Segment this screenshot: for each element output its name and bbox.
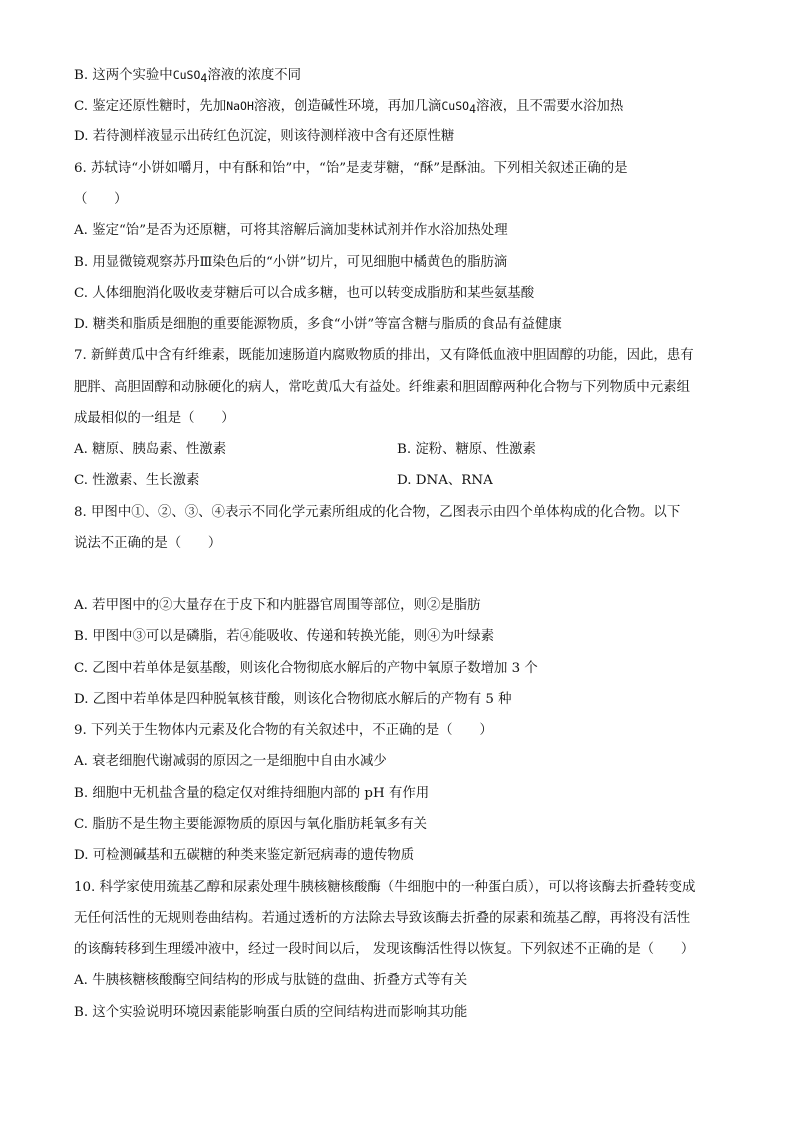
q10-stem-line3: 的该酶转移到生理缓冲液中，经过一段时间以后， 发现该酶活性得以恢复。下列叙述不正确的是（ ） xyxy=(74,942,695,957)
q10-stem-line1: 10. 科学家使用巯基乙醇和尿素处理牛胰核糖核酸酶（牛细胞中的一种蛋白质），可以将该酶去折叠转变成 xyxy=(74,880,696,895)
q6-option-a: A. 鉴定“饴”是否为还原糖，可将其溶解后滴加斐林试剂并作水浴加热处理 xyxy=(74,223,508,238)
q5-option-b xyxy=(74,66,722,85)
q5-option-c-naoh: NaOH xyxy=(226,99,254,113)
q5-option-b-subscript: 4 xyxy=(200,71,208,85)
q8-stem-line2: 说法不正确的是（ ） xyxy=(74,536,222,551)
q9-option-c: C. 脂肪不是生物主要能源物质的原因与氧化脂肪耗氧多有关 xyxy=(74,817,428,832)
q9-option-d: D. 可检测碱基和五碳糖的种类来鉴定新冠病毒的遗传物质 xyxy=(74,848,415,863)
q8-option-d: D. 乙图中若单体是四种脱氧核苷酸，则该化合物彻底水解后的产物有 5 种 xyxy=(74,692,512,707)
q9-option-a: A. 衰老细胞代谢减弱的原因之一是细胞中自由水减少 xyxy=(74,754,387,769)
q8-stem-line1: 8. 甲图中①、②、③、④表示不同化学元素所组成的化合物，乙图表示由四个单体构成的化合物。以下 xyxy=(74,505,681,520)
q8-option-b: B. 甲图中③可以是磷脂，若④能吸收、传递和转换光能，则④为叶绿素 xyxy=(74,629,495,644)
q6-option-d: D. 糖类和脂质是细胞的重要能源物质，多食“小饼”等富含糖与脂质的食品有益健康 xyxy=(74,317,562,332)
q10-option-b: B. 这个实验说明环境因素能影响蛋白质的空间结构进而影响其功能 xyxy=(74,1005,468,1020)
q5-option-c-text-a: C. 鉴定还原性糖时，先加 xyxy=(74,99,227,114)
q5-option-b-text: B. 这两个实验中 xyxy=(74,68,173,83)
q5-option-c-subscript: 4 xyxy=(469,102,476,116)
q10-option-a: A. 牛胰核糖核酸酶空间结构的形成与肽链的盘曲、折叠方式等有关 xyxy=(74,973,468,988)
q5-option-c-text-c: 溶液，且不需要水浴加热 xyxy=(476,99,624,114)
q6-stem-line1: 6. 苏轼诗“小饼如嚼月，中有酥和饴”中，“饴”是麦芽糖，“酥”是酥油。下列相关叙述正确的是 xyxy=(74,161,628,176)
q7-stem-line2: 肥胖、高胆固醇和动脉硬化的病人，常吃黄瓜大有益处。纤维素和胆固醇两种化合物与下列物质中元素组 xyxy=(74,380,690,395)
q7-option-d: D. DNA、RNA xyxy=(397,473,493,488)
q9-stem: 9. 下列关于生物体内元素及化合物的有关叙述中，不正确的是（ ） xyxy=(74,723,493,738)
q7-option-c: C. 性激素、生长激素 xyxy=(74,473,200,488)
q5-option-c-text-b: 溶液，创造碱性环境，再加几滴 xyxy=(253,99,442,114)
q5-option-c xyxy=(74,97,722,116)
q8-option-c: C. 乙图中若单体是氨基酸，则该化合物彻底水解后的产物中氧原子数增加 3 个 xyxy=(74,661,538,676)
q6-stem-line2: （ ） xyxy=(74,192,128,207)
q10-stem-line2: 无任何活性的无规则卷曲结构。若通过透析的方法除去导致该酶去折叠的尿素和巯基乙醇，再将没有活性 xyxy=(74,911,690,926)
q7-option-b: B. 淀粉、糖原、性激素 xyxy=(397,442,536,457)
q7-stem-line3: 成最相似的一组是（ ） xyxy=(74,411,235,426)
q8-option-a: A. 若甲图中的②大量存在于皮下和内脏器官周围等部位，则②是脂肪 xyxy=(74,598,481,613)
q7-option-a: A. 糖原、胰岛素、性激素 xyxy=(74,442,227,457)
q5-option-b-formula: CuSO xyxy=(172,68,201,82)
q6-option-c: C. 人体细胞消化吸收麦芽糖后可以合成多糖，也可以转变成脂肪和某些氨基酸 xyxy=(74,286,535,301)
q5-option-b-tail: 溶液的浓度不同 xyxy=(207,68,302,83)
q5-option-d: D. 若待测样液显示出砖红色沉淀，则该待测样液中含有还原性糖 xyxy=(74,129,455,144)
q5-option-c-formula: CuSO xyxy=(441,99,470,113)
q7-stem-line1: 7. 新鲜黄瓜中含有纤维素，既能加速肠道内腐败物质的排出，又有降低血液中胆固醇的功能，因此，患有 xyxy=(74,348,694,363)
q6-option-b: B. 用显微镜观察苏丹Ⅲ染色后的“小饼”切片，可见细胞中橘黄色的脂肪滴 xyxy=(74,255,508,270)
q9-option-b: B. 细胞中无机盐含量的稳定仅对维持细胞内部的 pH 有作用 xyxy=(74,786,430,801)
